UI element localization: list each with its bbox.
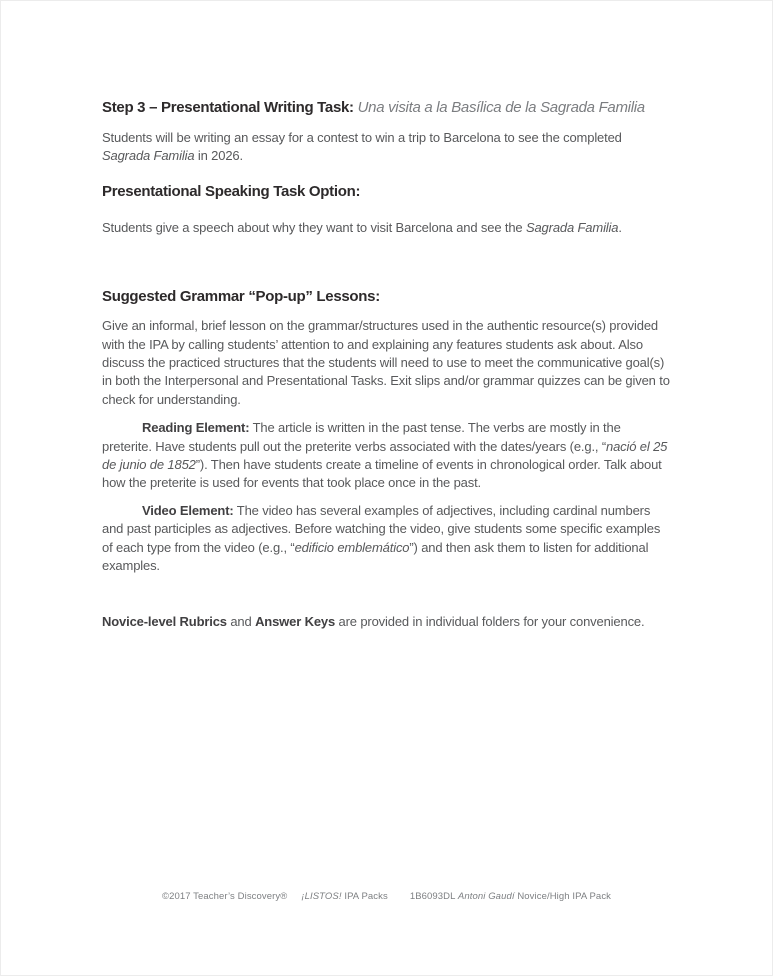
reading-element-text: The article is written in the past tense. The verbs are mostly in the preterite. Have students pull out the preterite verbs associated with the dates/years (e.g., “ [102,420,621,454]
grammar-lessons-heading: Suggested Grammar “Pop-up” Lessons: [102,288,380,306]
video-element-text-end: ”) and then ask them to listen for additional examples. [102,539,649,574]
footer-series [301,891,387,902]
footer-pack-rest: Novice/High IPA Pack [514,891,612,902]
writing-task-paragraph [102,129,673,166]
writing-task-heading-bold: Step 3 – Presentational Writing Task: [102,99,358,116]
reading-element-paragraph [102,419,673,493]
speaking-task-italic-title: Sagrada Familia [525,219,619,235]
writing-task-text-end: in 2026. [194,148,243,164]
speaking-task-text-end: . [618,219,622,235]
video-element-text: The video has several examples of adjectives, including cardinal numbers and past participles as adjectives. Before watching the video, give students some specific examples of each type from the video (e.g., “ [102,502,661,555]
writing-task-italic-title: Sagrada Familia [102,148,195,164]
reading-element-label: Reading Element: [142,420,250,436]
page-footer [1,891,772,902]
video-element-label: Video Element: [142,502,234,518]
writing-task-heading-title: Una visita a la Basílica de la Sagrada Familia [357,99,645,116]
rubrics-note-bold-answer-keys: Answer Keys [255,613,336,629]
rubrics-note-text-end: are provided in individual folders for your convenience. [335,613,645,629]
reading-element-text-end: ”). Then have students create a timeline of events in chronological order. Talk about how the preterite is used for events that took place once in the past. [102,457,662,491]
footer-pack-info [410,891,611,902]
footer-series-name-italic: ¡LISTOS! [301,891,342,902]
grammar-lessons-intro-paragraph: Give an informal, brief lesson on the grammar/structures used in the authentic resource(s) provided with the IPA by calling students’ attention to and explaining any features students ask about. Also discuss the practiced structures that the students will need to use to meet the communicative goal(s) in both the Interpersonal and Presentational Tasks. Exit slips and/or grammar quizzes can be given to check for understanding. [102,318,670,407]
footer-pack-title-italic: Antoni Gaudí [457,891,515,902]
speaking-task-text: Students give a speech about why they want to visit Barcelona and see the [102,219,526,235]
rubrics-note-text: and [226,613,256,629]
speaking-task-paragraph [102,219,673,237]
video-element-example-italic: edificio emblemático [294,539,410,555]
speaking-task-heading: Presentational Speaking Task Option: [102,182,361,200]
rubrics-note [102,613,673,631]
footer-sku: 1B6093DL [409,891,458,902]
writing-task-text: Students will be writing an essay for a contest to win a trip to Barcelona to see the completed [102,130,622,145]
page-content [102,98,673,631]
writing-task-heading [102,98,673,118]
footer-copyright: ©2017 Teacher’s Discovery® [161,891,288,902]
reading-element-example-italic: nació el 25 de junio de 1852 [102,438,668,473]
footer-series-rest: IPA Packs [341,891,388,902]
video-element-paragraph [102,502,673,576]
rubrics-note-bold-rubrics: Novice-level Rubrics [102,613,227,629]
